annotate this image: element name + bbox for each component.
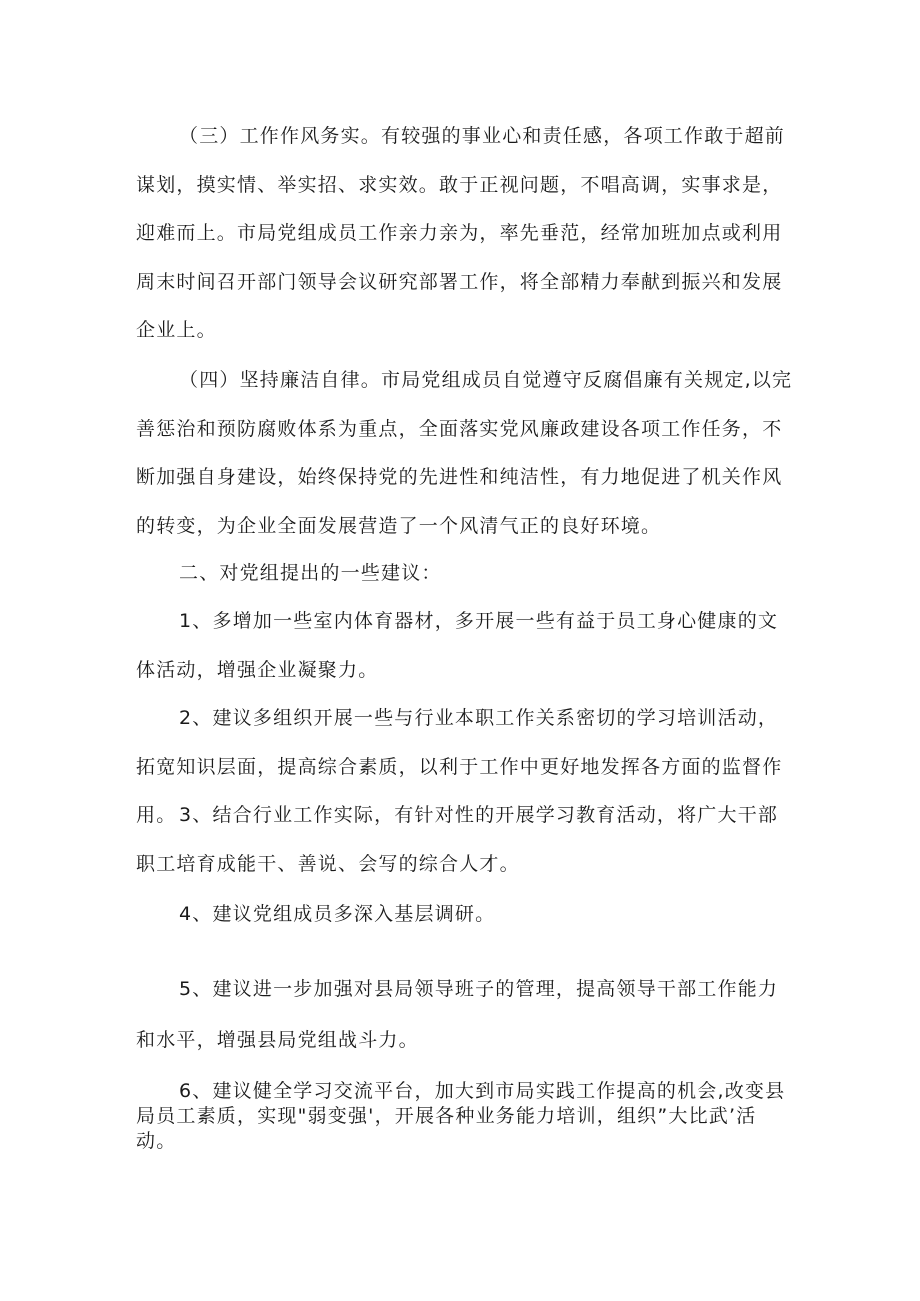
paragraph-integrity: （四）坚持廉洁自律。市局党组成员自觉遵守反腐倡廉有关规定,以完善惩治和预防腐败体系为重点，全面落实党风廉政建设各项工作任务，不断加强自身建设，始终保持党的先进性和纯洁性，有力地促进了机关作风的转变，为企业全面发展营造了一个风清气正的良好环境。 xyxy=(136,369,793,537)
suggestion-item-5: 5、建议进一步加强对县局领导班子的管理，提高领导干部工作能力和水平，增强县局党组战斗力。 xyxy=(136,978,779,1051)
suggestion-item-4: 4、建议党组成员多深入基层调研。 xyxy=(179,903,496,925)
suggestion-item-1: 1、多增加一些室内体育器材，多开展一些有益于员工身心健康的文体活动，增强企业凝聚力。 xyxy=(136,610,779,681)
paragraph-work-style: （三）工作作风务实。有较强的事业心和责任感，各项工作敢于超前谋划，摸实情、举实招、求实效。敢于正视问题，不唱高调，实事求是，迎难而上。市局党组成员工作亲力亲为，率先垂范，经常加班加点或利用周末时间召开部门领导会议研究部署工作，将全部精力奉献到振兴和发展企业上。 xyxy=(136,125,786,341)
suggestion-item-6: 6、建议健全学习交流平台，加大到市局实践工作提高的机会,改变县局员工素质，实现"弱变强'，开展各种业务能力培训，组织”大比武’活动。 xyxy=(136,1080,786,1152)
section-heading-suggestions: 二、对党组提出的一些建议： xyxy=(179,562,442,584)
suggestion-item-3: 3、结合行业工作实际，有针对性的开展学习教育活动，将广大干部职工培育成能干、善说、会写的综合人才。 xyxy=(136,804,779,875)
suggestion-item-2: 2、建议多组织开展一些与行业本职工作关系密切的学习培训活动，拓宽知识层面，提高综合素质，以利于工作中更好地发挥各方面的监督作用。 xyxy=(136,707,783,826)
